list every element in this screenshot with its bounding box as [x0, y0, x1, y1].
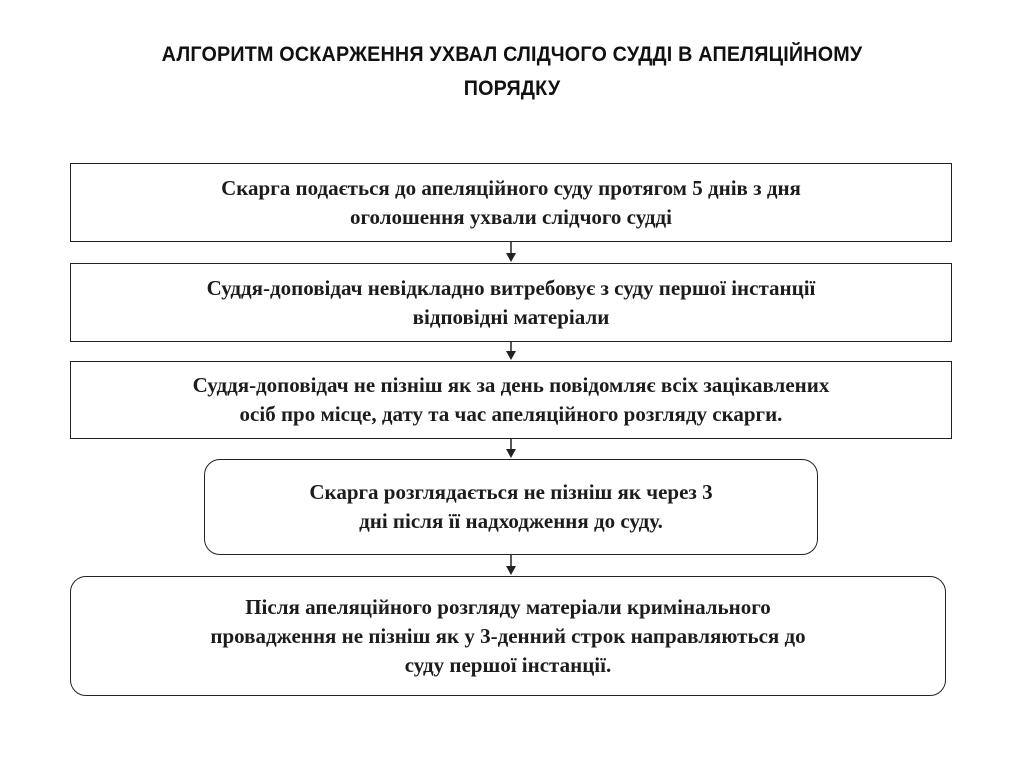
step-1-box [70, 163, 952, 242]
step-3-box [70, 361, 952, 439]
step-4-text-line-1: Скарга розглядається не пізніш як через 3 [309, 480, 713, 504]
step-4-text-line-2: дні після її надходження до суду. [359, 509, 663, 533]
step-2-text-line-1: Суддя-доповідач невідкладно витребовує з суду першої інстанції [206, 275, 816, 300]
arrow-3-to-4 [506, 439, 516, 458]
step-2-text-line-2: відповідні матеріали [412, 304, 610, 329]
step-5-box [70, 576, 946, 696]
page-title-line-2: ПОРЯДКУ [463, 77, 561, 100]
page-title [87, 38, 937, 106]
step-5-text-line-2: провадження не пізніш як у 3-денний строк направляються до [210, 623, 806, 648]
step-5-text-line-1: Після апеляційного розгляду матеріали кримінального [245, 594, 771, 619]
step-3-text-line-1: Суддя-доповідач не пізніш як за день повідомляє всіх зацікавлених [192, 373, 830, 397]
page-title-line-1: АЛГОРИТМ ОСКАРЖЕННЯ УХВАЛ СЛІДЧОГО СУДДІ В АПЕЛЯЦІЙНОМУ [161, 43, 863, 66]
arrow-2-to-3 [506, 342, 516, 360]
step-1-text-line-1: Скарга подається до апеляційного суду протягом 5 днів з дня [221, 175, 801, 200]
step-5-text-line-3: суду першої інстанції. [404, 652, 612, 677]
arrow-4-to-5 [506, 555, 516, 575]
step-2-box [70, 263, 952, 342]
arrow-1-to-2 [506, 242, 516, 262]
step-4-box [204, 459, 818, 555]
step-3-text-line-2: осіб про місце, дату та час апеляційного розгляду скарги. [239, 402, 783, 426]
step-1-text-line-2: оголошення ухвали слідчого судді [349, 204, 672, 229]
